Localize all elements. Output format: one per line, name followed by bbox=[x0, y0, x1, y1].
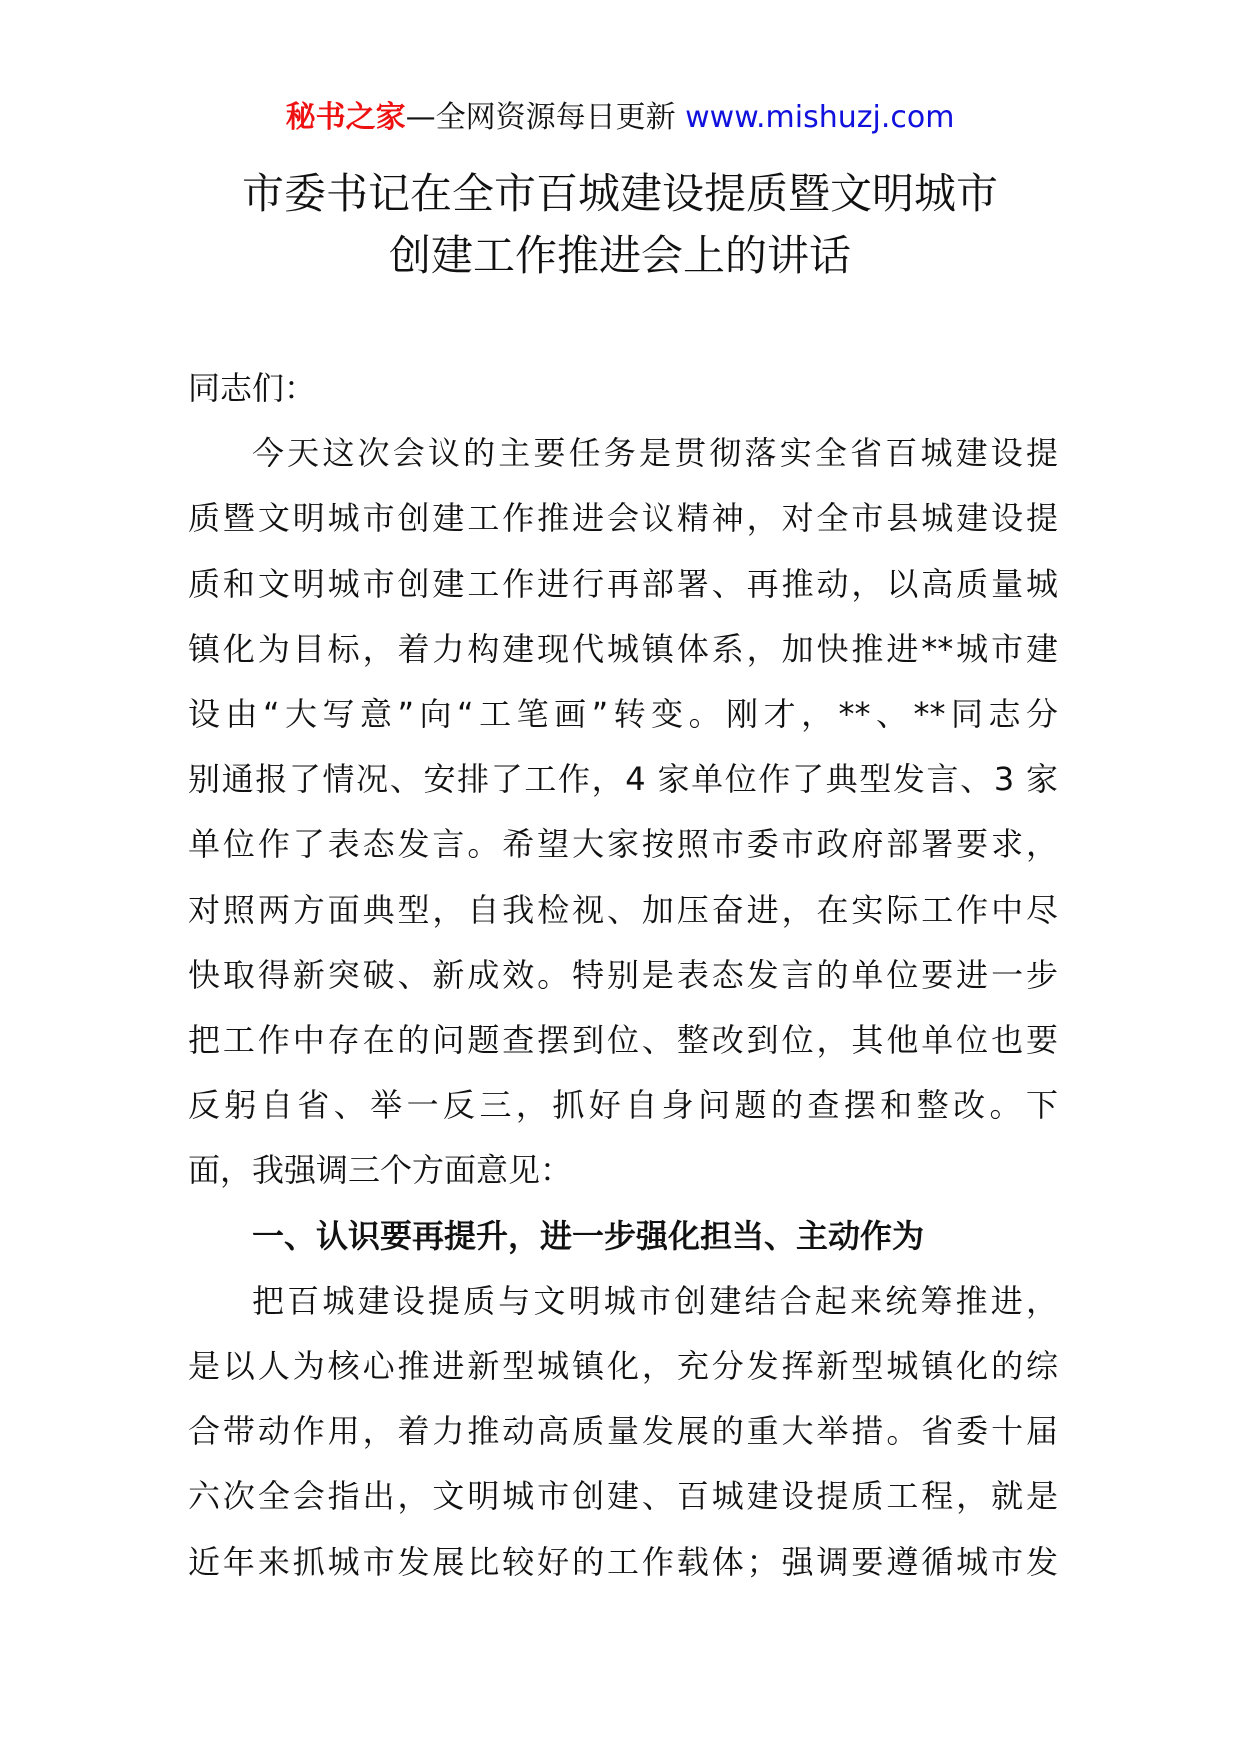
title-line: 创建工作推进会上的讲话 bbox=[388, 231, 851, 280]
paragraph-line: 镇化为目标，着力构建现代城镇体系，加快推进**城市建 bbox=[188, 629, 1058, 668]
paragraph-line: 别通报了情况、安排了工作，4 家单位作了典型发言、3 家 bbox=[188, 760, 1058, 799]
paragraph-line: 反躬自省、举一反三，抓好自身问题的查摆和整改。下 bbox=[188, 1086, 1058, 1125]
paragraph-line: 单位作了表态发言。希望大家按照市委市政府部署要求， bbox=[188, 825, 1058, 864]
intro-paragraph bbox=[188, 421, 1058, 1203]
paragraph-line: 设由“大写意”向“工笔画”转变。刚才，**、**同志分 bbox=[188, 695, 1058, 734]
section-heading-text: 一、认识要再提升，进一步强化担当、主动作为 bbox=[252, 1216, 925, 1255]
paragraph-line: 六次全会指出，文明城市创建、百城建设提质工程，就是 bbox=[188, 1477, 1058, 1516]
paragraph-line: 质暨文明城市创建工作推进会议精神，对全市县城建设提 bbox=[188, 499, 1058, 538]
site-banner bbox=[0, 98, 1240, 138]
paragraph-line: 合带动作用，着力推动高质量发展的重大举措。省委十届 bbox=[188, 1412, 1058, 1451]
banner-slogan: —全网资源每日更新 bbox=[405, 100, 686, 135]
banner-brand: 秘书之家 bbox=[285, 100, 406, 135]
document-body bbox=[188, 356, 1058, 1595]
paragraph-line: 把工作中存在的问题查摆到位、整改到位，其他单位也要 bbox=[188, 1021, 1058, 1060]
section-paragraph bbox=[188, 1269, 1058, 1595]
title-line: 市委书记在全市百城建设提质暨文明城市 bbox=[241, 169, 998, 218]
section-heading bbox=[188, 1204, 1058, 1269]
paragraph-line: 把百城建设提质与文明城市创建结合起来统筹推进， bbox=[252, 1281, 1058, 1320]
paragraph-line: 近年来抓城市发展比较好的工作载体；强调要遵循城市发 bbox=[188, 1542, 1058, 1581]
salutation-text: 同志们： bbox=[188, 369, 317, 407]
paragraph-line: 对照两方面典型，自我检视、加压奋进，在实际工作中尽 bbox=[188, 890, 1058, 929]
document-title bbox=[0, 163, 1240, 287]
paragraph-line: 快取得新突破、新成效。特别是表态发言的单位要进一步 bbox=[188, 955, 1058, 994]
paragraph-line: 质和文明城市创建工作进行再部署、再推动，以高质量城 bbox=[188, 564, 1058, 603]
paragraph-line: 是以人为核心推进新型城镇化，充分发挥新型城镇化的综 bbox=[188, 1347, 1058, 1386]
paragraph-line: 今天这次会议的主要任务是贯彻落实全省百城建设提 bbox=[252, 434, 1058, 473]
banner-url-link[interactable]: www.mishuzj.com bbox=[685, 100, 955, 135]
salutation bbox=[188, 356, 1058, 421]
paragraph-line: 面，我强调三个方面意见： bbox=[188, 1151, 573, 1190]
